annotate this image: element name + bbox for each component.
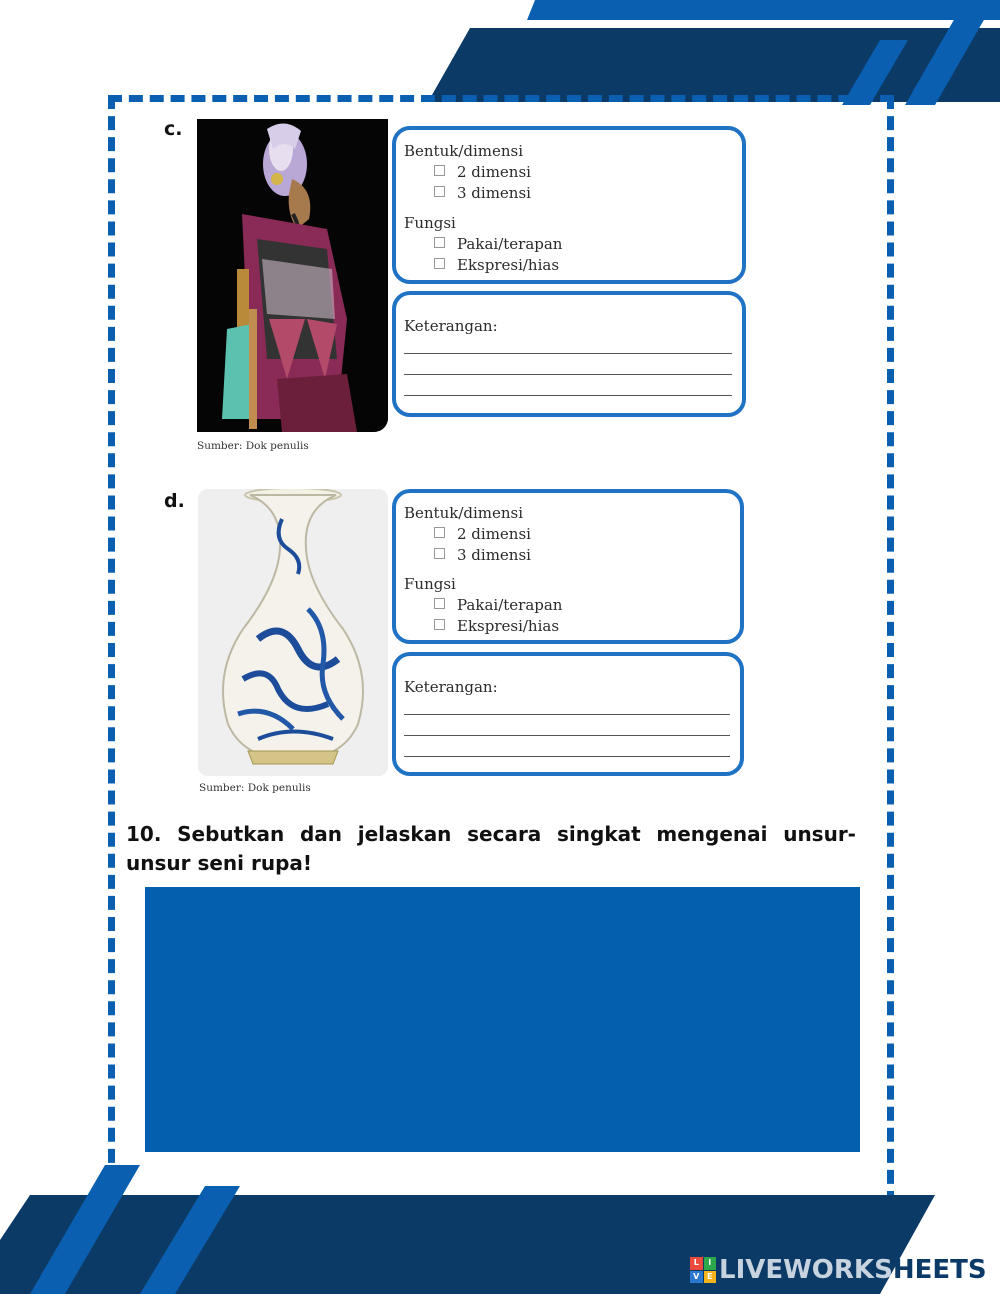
notes-line [404, 395, 732, 396]
top-decoration [0, 0, 1000, 110]
form-option-2d[interactable] [434, 525, 531, 543]
checkbox-icon[interactable] [434, 237, 445, 248]
function-title: Fungsi [404, 214, 456, 232]
function-option-expressive[interactable] [434, 617, 559, 635]
form-title: Bentuk/dimensi [404, 504, 524, 522]
porcelain-vase-icon [198, 489, 388, 776]
option-label: 3 dimensi [457, 184, 531, 202]
option-label: 2 dimensi [457, 525, 531, 543]
checkbox-icon[interactable] [434, 527, 445, 538]
checkbox-icon[interactable] [434, 186, 445, 197]
notes-line [404, 353, 732, 354]
notes-line [404, 735, 730, 736]
liveworksheets-grid-icon [690, 1257, 716, 1283]
option-label: Ekspresi/hias [457, 617, 560, 635]
item-c-letter: c. [164, 118, 183, 140]
item-c-image [197, 119, 388, 432]
form-option-3d[interactable] [434, 184, 531, 202]
item-d-classification-box [392, 489, 744, 644]
function-title: Fungsi [404, 575, 456, 593]
form-title: Bentuk/dimensi [404, 142, 524, 160]
function-option-applied[interactable] [434, 235, 562, 253]
item-c-classification-box [392, 126, 746, 284]
form-option-2d[interactable] [434, 163, 531, 181]
logo-letter: V [690, 1271, 703, 1284]
checkbox-icon[interactable] [434, 258, 445, 269]
notes-label: Keterangan: [404, 317, 498, 335]
item-d-notes-box [392, 652, 744, 776]
option-label: 3 dimensi [457, 546, 531, 564]
item-d-caption: Sumber: Dok penulis [199, 782, 311, 794]
option-label: Ekspresi/hias [457, 256, 560, 274]
checkbox-icon[interactable] [434, 548, 445, 559]
notes-label: Keterangan: [404, 678, 498, 696]
item-c-notes-box [392, 291, 746, 417]
item-d-image [198, 489, 388, 776]
question-10-text: 10. Sebutkan dan jelaskan secara singkat mengenai unsur-unsur seni rupa! [126, 822, 856, 875]
option-label: Pakai/terapan [457, 235, 563, 253]
checkbox-icon[interactable] [434, 619, 445, 630]
logo-letter: I [704, 1257, 717, 1270]
function-option-expressive[interactable] [434, 256, 559, 274]
notes-line [404, 714, 730, 715]
checkbox-icon[interactable] [434, 598, 445, 609]
option-label: Pakai/terapan [457, 596, 563, 614]
option-label: 2 dimensi [457, 163, 531, 181]
notes-line [404, 756, 730, 757]
brand-text-part1: LIVEWORKS [719, 1255, 893, 1285]
item-c-caption: Sumber: Dok penulis [197, 440, 309, 452]
liveworksheets-logo [690, 1255, 987, 1285]
function-option-applied[interactable] [434, 596, 562, 614]
form-option-3d[interactable] [434, 546, 531, 564]
item-d-letter: d. [164, 490, 185, 512]
wayang-puppet-icon [197, 119, 388, 432]
checkbox-icon[interactable] [434, 165, 445, 176]
answer-input[interactable] [145, 887, 860, 1152]
logo-letter: E [704, 1271, 717, 1284]
logo-letter: L [690, 1257, 703, 1270]
brand-text-part2: HEETS [892, 1255, 987, 1285]
notes-line [404, 374, 732, 375]
